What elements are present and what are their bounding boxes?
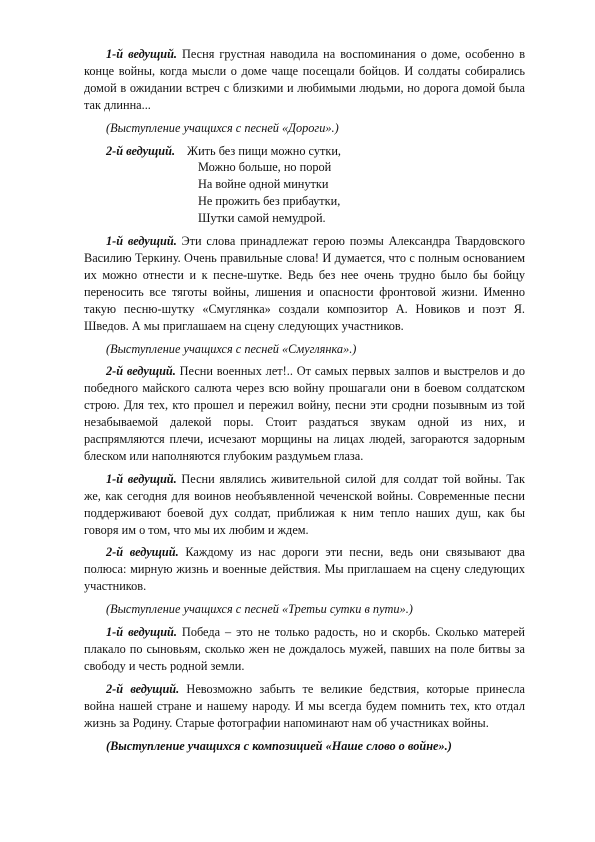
poem-line: Можно больше, но порой <box>198 160 332 175</box>
paragraph-text: Песни являлись живительной силой для солдат той войны. Так же, как сегодня для воинов необъявленной чеченской войны. Современные песни поддерживают боевой дух солдат, приближая к ним тепло наших душ, как бы говоря им о том, что мы их любим и ждем. <box>84 471 525 537</box>
poem-line: Шутки самой немудрой. <box>198 211 326 226</box>
poem-line: Не прожить без прибаутки, <box>198 194 341 209</box>
paragraph-6 <box>84 624 525 675</box>
paragraph-text: Песни военных лет!.. От самых первых залпов и выстрелов и до победного майского салюта через всю войну прошагали они в боевом солдатском строю. Для тех, кто прошел и пережил войну, песни эти сродни позывным из той незабываемой далекой поры. Стоит раздаться звукам одной из них, и распрямляются плечи, исчезают морщины на лицах людей, загораются задорным блеском или наполняются глубоким раздумьем глаза. <box>84 364 526 463</box>
paragraph-1 <box>84 46 525 114</box>
speaker-label: 2-й ведущий. <box>106 545 179 560</box>
poem-line: Жить без пищи можно сутки, <box>187 143 341 158</box>
poem <box>84 143 525 228</box>
stage-note-4: (Выступление учащихся с композицией «Наше слово о войне».) <box>106 738 452 753</box>
speaker-label: 2-й ведущий. <box>106 681 180 696</box>
paragraph-3 <box>84 363 525 464</box>
paragraph-text: Песня грустная наводила на воспоминания о доме, особенно в конце войны, когда мысли о доме чаще посещали бойцов. И солдаты собирались домой в ожидании встреч с близкими и любимыми людьми, но дорога домой была так длинна... <box>84 47 525 112</box>
speaker-label: 1-й ведущий. <box>106 234 177 249</box>
paragraph-4 <box>84 471 525 539</box>
stage-note-1: (Выступление учащихся с песней «Дороги».) <box>106 120 339 135</box>
paragraph-7 <box>84 681 525 732</box>
speaker-label: 1-й ведущий. <box>106 47 177 61</box>
paragraph-text: Победа – это не только радость, но и скорбь. Сколько матерей плакало по сыновьям, сколько жен не дождалось мужей, павших на поле битвы за свободу и честь родной земли. <box>84 625 525 673</box>
speaker-label: 1-й ведущий. <box>106 625 177 640</box>
speaker-label: 2-й ведущий. <box>106 364 176 379</box>
paragraph-text: Эти слова принадлежат герою поэмы Александра Твардовского Василию Теркину. Очень правильные слова! И думается, что с полным основанием их можно отнести и к песне-шутке. Ведь без нее очень трудно было бы бойцу переносить все тяготы войны, лишения и опасности фронтовой жизни. Именно такую песню-шутку «Смуглянка» создали композитор А. Новиков и поэт Я. Шведов. А мы приглашаем на сцену следующих участников. <box>84 234 525 333</box>
paragraph-2 <box>84 233 525 334</box>
speaker-label: 2-й ведущий. <box>106 143 176 158</box>
paragraph-text: Каждому из нас дороги эти песни, ведь они связывают два полюса: мирную жизнь и военные действия. Мы приглашаем на сцену следующих участников. <box>84 545 526 594</box>
poem-first-line <box>84 143 525 160</box>
stage-note-2: (Выступление учащихся с песней «Смуглянка».) <box>106 341 357 356</box>
paragraph-5 <box>84 544 525 595</box>
document-page <box>84 46 525 760</box>
speaker-label: 1-й ведущий. <box>106 471 177 486</box>
stage-note-3: (Выступление учащихся с песней «Третьи сутки в пути».) <box>106 602 413 617</box>
poem-line: На войне одной минутки <box>198 177 329 192</box>
paragraph-text: Невозможно забыть те великие бедствия, которые принесла война нашей стране и нашему народу. И мы всегда будем помнить тех, кто отдал жизнь за Родину. Старые фотографии напоминают нам об участниках войны. <box>84 681 525 730</box>
